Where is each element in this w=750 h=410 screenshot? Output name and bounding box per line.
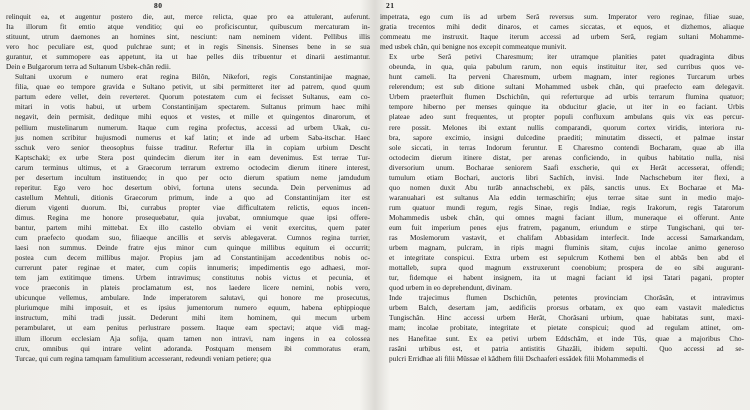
- text-line: Tungischân. Hinc accessi urbem Herât, Chorâsani urbium, quae habitatas sunt, maxi-: [389, 313, 744, 323]
- text-line: sschuk vero senior theosophus fuisse traditur. Refertur illa in copiam urbium Descht: [15, 142, 370, 152]
- text-line: vero hoc peculiare est, quod pulchrae sunt; et in regis Sinensis. Sinenses bene in se sua: [6, 42, 370, 52]
- text-line: Mohammedis usbek chân, qui omnes magni faciant illum, muneraque ei offerunt. Ante: [389, 212, 744, 222]
- text-line: rasâni urbibus est, et patria antistitis Ghazâli, ibidem sepulti. Quo accessi ad se-: [389, 343, 744, 353]
- text-line: gurantur, et summopere eas appetunt, ita ut hae pelles diis tribuentur et dinarii aestimantur.: [6, 52, 370, 62]
- text-line: stituunt, utrum daemones an homines sint, nesciunt: nam neminem vident. Pellibus illis: [6, 32, 370, 42]
- text-line: filia, quae eo tempore gravida e Sultano petivit, ut sibi permitteret iter ad patrem, quod quum: [15, 82, 370, 92]
- text-line: castellum Mehtuli, ditionis Graecorum primum, inde a quo ad Constantinijam iter est: [15, 192, 370, 202]
- text-line: pellium mustelinarum numerum. Itaque cum regina profectus, accessi ad urbem Ukak, cu-: [15, 122, 370, 132]
- text-line: med usbek chân, qui benigne nos excepit commeatque munivit.: [380, 42, 567, 52]
- text-line: pulcri Erridhae ali filii Mûssae el kâdhem filii Dschaaferi essâdek filii Mohammedis el: [389, 353, 644, 363]
- text-line: sole siccati, in terras Indorum feruntur. E Charesmo contendi Bocharam, quae ab illa: [389, 142, 744, 152]
- text-line: tumulum etiam Bochari, auctoris libri Sachîch, invisi. Inde Nachschebum iter flexi, a: [389, 172, 744, 182]
- text-line: rere possit. Melones ibi extant nullis comparandi, quorum cortex viridis, interiora ru-: [389, 122, 744, 132]
- text-line: Urbem praeterfluit flumen Dschichûn, qui referturque ad urbis terrarum flumina quatuor;: [389, 92, 744, 102]
- text-line: ubicunque vellemus, ambulare. Inde imperatorem salutavi, qui honore me prosecutus,: [15, 293, 370, 303]
- text-line: waranuahari est sultanus Ala eddin termaschirîn; ejus terrae sitae sunt in medio majo-: [389, 192, 744, 202]
- text-line: impetrata, ego cum iis ad urbem Serâ reversus sum. Imperator vero reginae, filiae suae,: [380, 12, 744, 21]
- text-line: Turcae, qui cum regina tamquam famulitium accesserant, redeundi veniam petiere; qua: [15, 353, 271, 363]
- text-line: Ita illorum fit emtio atque venditio; qui eo proficiscuntur, quibuscum mercaturam in-: [6, 22, 370, 32]
- text-line: ras Moslemorum vastavit, et chalifam Abbasidam interfecit. Inde accessi Samarkandam,: [389, 233, 744, 243]
- text-line: Sultani uxorum e numero erat regina Bilôn, Nikefori, regis Constantinijae magnae,: [15, 72, 370, 82]
- text-line: diversorium unum. Bocharae seniorem Saafi exscherie, qui ex Herât accesserat, offendi;: [389, 162, 744, 172]
- text-line: urbem Balch, desertam jam, aedificiis prorsus orbatam, ex quo eam vastavit maledictus: [389, 303, 744, 313]
- text-line: relinquit ea, et augentur postero die, aut, merce relicta, quae pro ea attulerant, auferunt.: [6, 12, 370, 21]
- text-line: reperitur. Ego vero hoc desertum obivi, fortuna utens secunda. Dein pervenimus ad: [15, 182, 370, 192]
- text-line: commeatu me instruxit. Itaque iterum accessi ad urbem Serâ, regiam sultani Mohamme-: [380, 32, 744, 42]
- text-line: illum illorum ecclesiam Aja sofija, quam tamen non intravi, nam ingens in ea colossea: [15, 333, 370, 343]
- paragraph: [380, 52, 744, 293]
- text-line: quod urbem in eo deprehendunt, divinam.: [389, 283, 512, 293]
- text-line: voce praeconis in plateis proclamatum est, nos laedere licere nemini, nobis vero,: [15, 283, 370, 293]
- text-line: octodecim dierum itinere distat, per arenas conficiendo, in quibus habitatio nulla, nisi: [389, 152, 744, 162]
- text-line: instructum, mihi tradi jussit. Dederunt mihi item hominem, qui mecum urbem: [15, 313, 370, 323]
- text-line: perambularet, ut eam penitus perlustrare possem. Itaque eam spectavi; atque vidi mag-: [15, 323, 370, 333]
- text-line: et integritate conspicui. Extra urbem est sepulcrum Kothemi ben el abbâs ben abd el: [389, 253, 744, 263]
- paragraph: [6, 12, 370, 72]
- text-line: relerendum; est sub ditione sultani Mohammed usbek chân, qui praefecto eam delegavit.: [389, 82, 744, 92]
- text-line: Dein e Bulgarorum terra ad Sultanum Usbek-chân redii.: [6, 62, 171, 72]
- text-line: quo nomen duxit Abu turâb annachschebi, ex pâls, sanctis unus. Ex Bocharae et Ma-: [389, 182, 744, 192]
- paragraph: [6, 72, 370, 363]
- text-line: pluriumque mihi imposuit, et es ipsius jumentorum numero equum, habena ephippioque: [15, 303, 370, 313]
- text-line: tempore hiberno per menses quinque ita obducitur glacie, ut iter in eo faciant. Urbis: [389, 102, 744, 112]
- text-line: currerunt pater reginae et mater, cum copiis innumeris; impedimentis ego adhaesi, mor-: [15, 263, 370, 273]
- text-line: dierum vigenti duorum. Ibi, currabus propter viae difficultatem relictis, equos incen-: [15, 202, 370, 212]
- text-line: jus nomen scribitur hujusmodi numerus et kaf latin; et inde ad urbem Saba-itschar. Haec: [15, 132, 370, 142]
- text-line: Kaptschaki; ex urbe Stera post quindecim dierum iter in eam devenimus. Est terrae Tur-: [15, 152, 370, 162]
- right-page: [378, 0, 746, 410]
- right-page-body: [380, 12, 744, 364]
- text-line: dimus. Regina me honore prosequebatur, quia juvabat, omniumque quae ipsi offere-: [15, 212, 370, 222]
- text-line: urbem magnam, pulcram, in ripis magni fluminis sitam, cujus incolae animo generoso: [389, 243, 744, 253]
- text-line: negavit, dein permisit, deditque mihi equos et vestes, et mille et quingentos dinarorum, et: [15, 112, 370, 122]
- left-page-number: 80: [154, 1, 163, 10]
- text-line: cum praefecto quodam suo, filiaeque ancillis et servis ablegaverat. Cumnos regina turrier,: [15, 233, 370, 243]
- text-line: gratia trecentos mihi dedit dinaros, et carnes siccatas, et equos, et dizhemos, aliaque: [380, 22, 744, 32]
- text-line: Inde trajecimus flumen Dschichûn, petentes provinciam Chorâsân, et intravimus: [389, 293, 744, 303]
- text-line: hunt cameli. Ita perveni Charesmum, urbem magnam, inter regiones Turcarum urbes: [389, 72, 744, 82]
- text-line: crux, omnibus qui intrare velint adoranda. Postquam mensem ibi commoratus eram,: [15, 343, 370, 353]
- left-page-body: [6, 12, 370, 364]
- text-line: Ex urbe Serâ petivi Charesmum; iter utramque planities patet quadraginta dibus: [389, 52, 744, 62]
- text-line: obeunda, in qua, quia pabulum rarum, non equis instituitur iter, sed curribus quos ve-: [389, 62, 744, 72]
- left-page-header: [4, 0, 372, 12]
- text-line: rum quatuor mundi regum, regis Sinae, regis Indiae, regis Irakorum, regis Tatarorum: [389, 202, 744, 212]
- right-page-header: [378, 0, 746, 12]
- text-line: laesi non summus. Deinde fratre ejus minor cum quinque millibus equitum ei occurrit;: [15, 243, 370, 253]
- paragraph: [380, 12, 744, 52]
- text-line: postea cum decem millibus major. Propius jam ad Constantinijam accedentibus nobis oc-: [15, 253, 370, 263]
- text-line: per desertum incultum instituendo; in quo per octo dierum spatium neme jamdudum: [15, 172, 370, 182]
- text-line: bra, sapore excimio, insigni dulcedine praediti; minutatim dissecti, et palmae instar: [389, 132, 744, 142]
- text-line: tem jam extitimque timens. Urbem intravimus; constitutus nobis victus et pecunia, et: [15, 273, 370, 283]
- text-line: mottalleb, supra quod magnum exstruxerunt coenobium; prospera de eo sibi augurant-: [389, 263, 744, 273]
- text-line: plateae adeo sunt frequentes, ut propter populi confluxum ambulans quis vix eas percur-: [389, 112, 744, 122]
- text-line: partum edere vellet, dein reverteret. Quorum potestatem cum ei fecisset Sultanus, eam co-: [15, 92, 370, 102]
- right-page-number: 21: [386, 1, 395, 10]
- text-line: carum terminus ultimus, et a Graecorum terrarum extremo octodecim dierum itinere interest,: [15, 162, 370, 172]
- text-line: tur, fidemque ei habent insignem, ita ut magni faciant id ipsi Tatari pagani, propter: [389, 273, 744, 283]
- left-page: [4, 0, 372, 410]
- text-line: mam; incolae probitate, integritate et pietate conspicui; quod ad regulam attinet, om-: [389, 323, 744, 333]
- text-line: eum fuit imperium penes ejus fratrem, paganum, eriundum e stirpe Tungischani, qui ter-: [389, 222, 744, 232]
- paragraph: [380, 293, 744, 363]
- text-line: nes Hanefitae sunt. Ex ea petivi urbem Eddschâm, et inde Tûs, quae a majoribus Cho-: [389, 333, 744, 343]
- text-line: bantur, partem mihi mittebat. Ex illo castello obviam ei venit exercitus, quem pater: [15, 222, 370, 232]
- text-line: mitari in votis habui, ut urbem Constantinijam spectarem. Sultanus primum haec mihi: [15, 102, 370, 112]
